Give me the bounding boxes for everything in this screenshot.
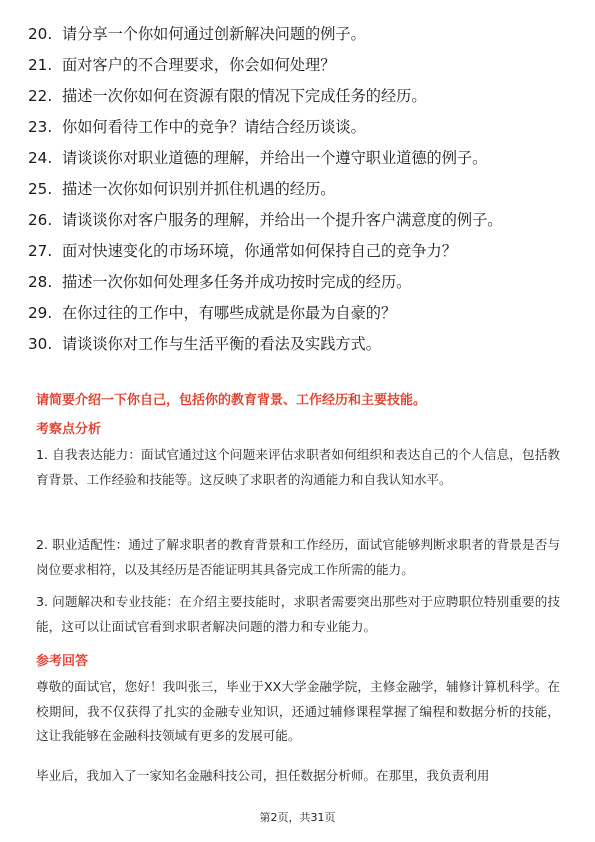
list-item — [28, 55, 568, 75]
question-number: 27. — [28, 242, 53, 260]
question-number: 25. — [28, 180, 53, 198]
question-text: 在你过往的工作中，有哪些成就是你最为自豪的？ — [62, 304, 397, 322]
analysis-point-2: 2. 职业适配性：通过了解求职者的教育背景和工作经历，面试官能够判断求职者的背景是否与岗位要求相符，以及其经历是否能证明其具备完成工作所需的能力。 — [36, 537, 560, 577]
answer-paragraph-2: 毕业后，我加入了一家知名金融科技公司，担任数据分析师。在那里，我负责利用 — [36, 768, 490, 783]
list-item — [28, 210, 568, 230]
list-item — [28, 86, 568, 106]
analysis-point-1: 1. 自我表达能力：面试官通过这个问题来评估求职者如何组织和表达自己的个人信息，包括教育背景、工作经验和技能等。这反映了求职者的沟通能力和自我认知水平。 — [36, 447, 560, 487]
question-text: 请谈谈你对职业道德的理解，并给出一个遵守职业道德的例子。 — [62, 149, 488, 167]
question-text: 描述一次你如何在资源有限的情况下完成任务的经历。 — [62, 87, 427, 105]
question-number: 24. — [28, 149, 53, 167]
analysis-point-3: 3. 问题解决和专业技能：在介绍主要技能时，求职者需要突出那些对于应聘职位特别重要的技能，这可以让面试官看到求职者解决问题的潜力和专业能力。 — [36, 594, 560, 634]
question-text: 面对快速变化的市场环境，你通常如何保持自己的竞争力？ — [62, 242, 457, 260]
question-text: 你如何看待工作中的竞争？请结合经历谈谈。 — [62, 118, 366, 136]
question-text: 描述一次你如何识别并抓住机遇的经历。 — [62, 180, 336, 198]
question-number: 28. — [28, 273, 53, 291]
list-item — [28, 117, 568, 137]
question-text: 描述一次你如何处理多任务并成功按时完成的经历。 — [62, 273, 412, 291]
list-item — [28, 241, 568, 261]
list-item — [28, 148, 568, 168]
answer-heading: 参考回答 — [36, 654, 89, 669]
question-number: 21. — [28, 56, 53, 74]
question-number: 20. — [28, 25, 53, 43]
question-number: 22. — [28, 87, 53, 105]
page-number-footer: 第2页，共31页 — [259, 811, 336, 824]
analysis-heading: 考察点分析 — [36, 422, 102, 437]
question-text: 面对客户的不合理要求，你会如何处理？ — [62, 56, 336, 74]
question-number: 29. — [28, 304, 53, 322]
list-item — [28, 303, 568, 323]
question-text: 请分享一个你如何通过创新解决问题的例子。 — [62, 25, 366, 43]
answer-paragraph-1: 尊敬的面试官，您好！我叫张三，毕业于XX大学金融学院，主修金融学，辅修计算机科学。在校期间，我不仅获得了扎实的金融专业知识，还通过辅修课程掌握了编程和数据分析的技能，这让我能够在金融科技领域有更多的发展可能。 — [36, 679, 560, 743]
question-text: 请谈谈你对工作与生活平衡的看法及实践方式。 — [62, 335, 381, 353]
question-text: 请谈谈你对客户服务的理解，并给出一个提升客户满意度的例子。 — [62, 211, 503, 229]
list-item — [28, 24, 568, 44]
list-item — [28, 179, 568, 199]
list-item — [28, 272, 568, 292]
list-item — [28, 334, 568, 354]
question-number: 23. — [28, 118, 53, 136]
question-number: 30. — [28, 335, 53, 353]
question-list — [28, 24, 568, 365]
question-number: 26. — [28, 211, 53, 229]
question-heading: 请简要介绍一下你自己，包括你的教育背景、工作经历和主要技能。 — [36, 393, 427, 408]
